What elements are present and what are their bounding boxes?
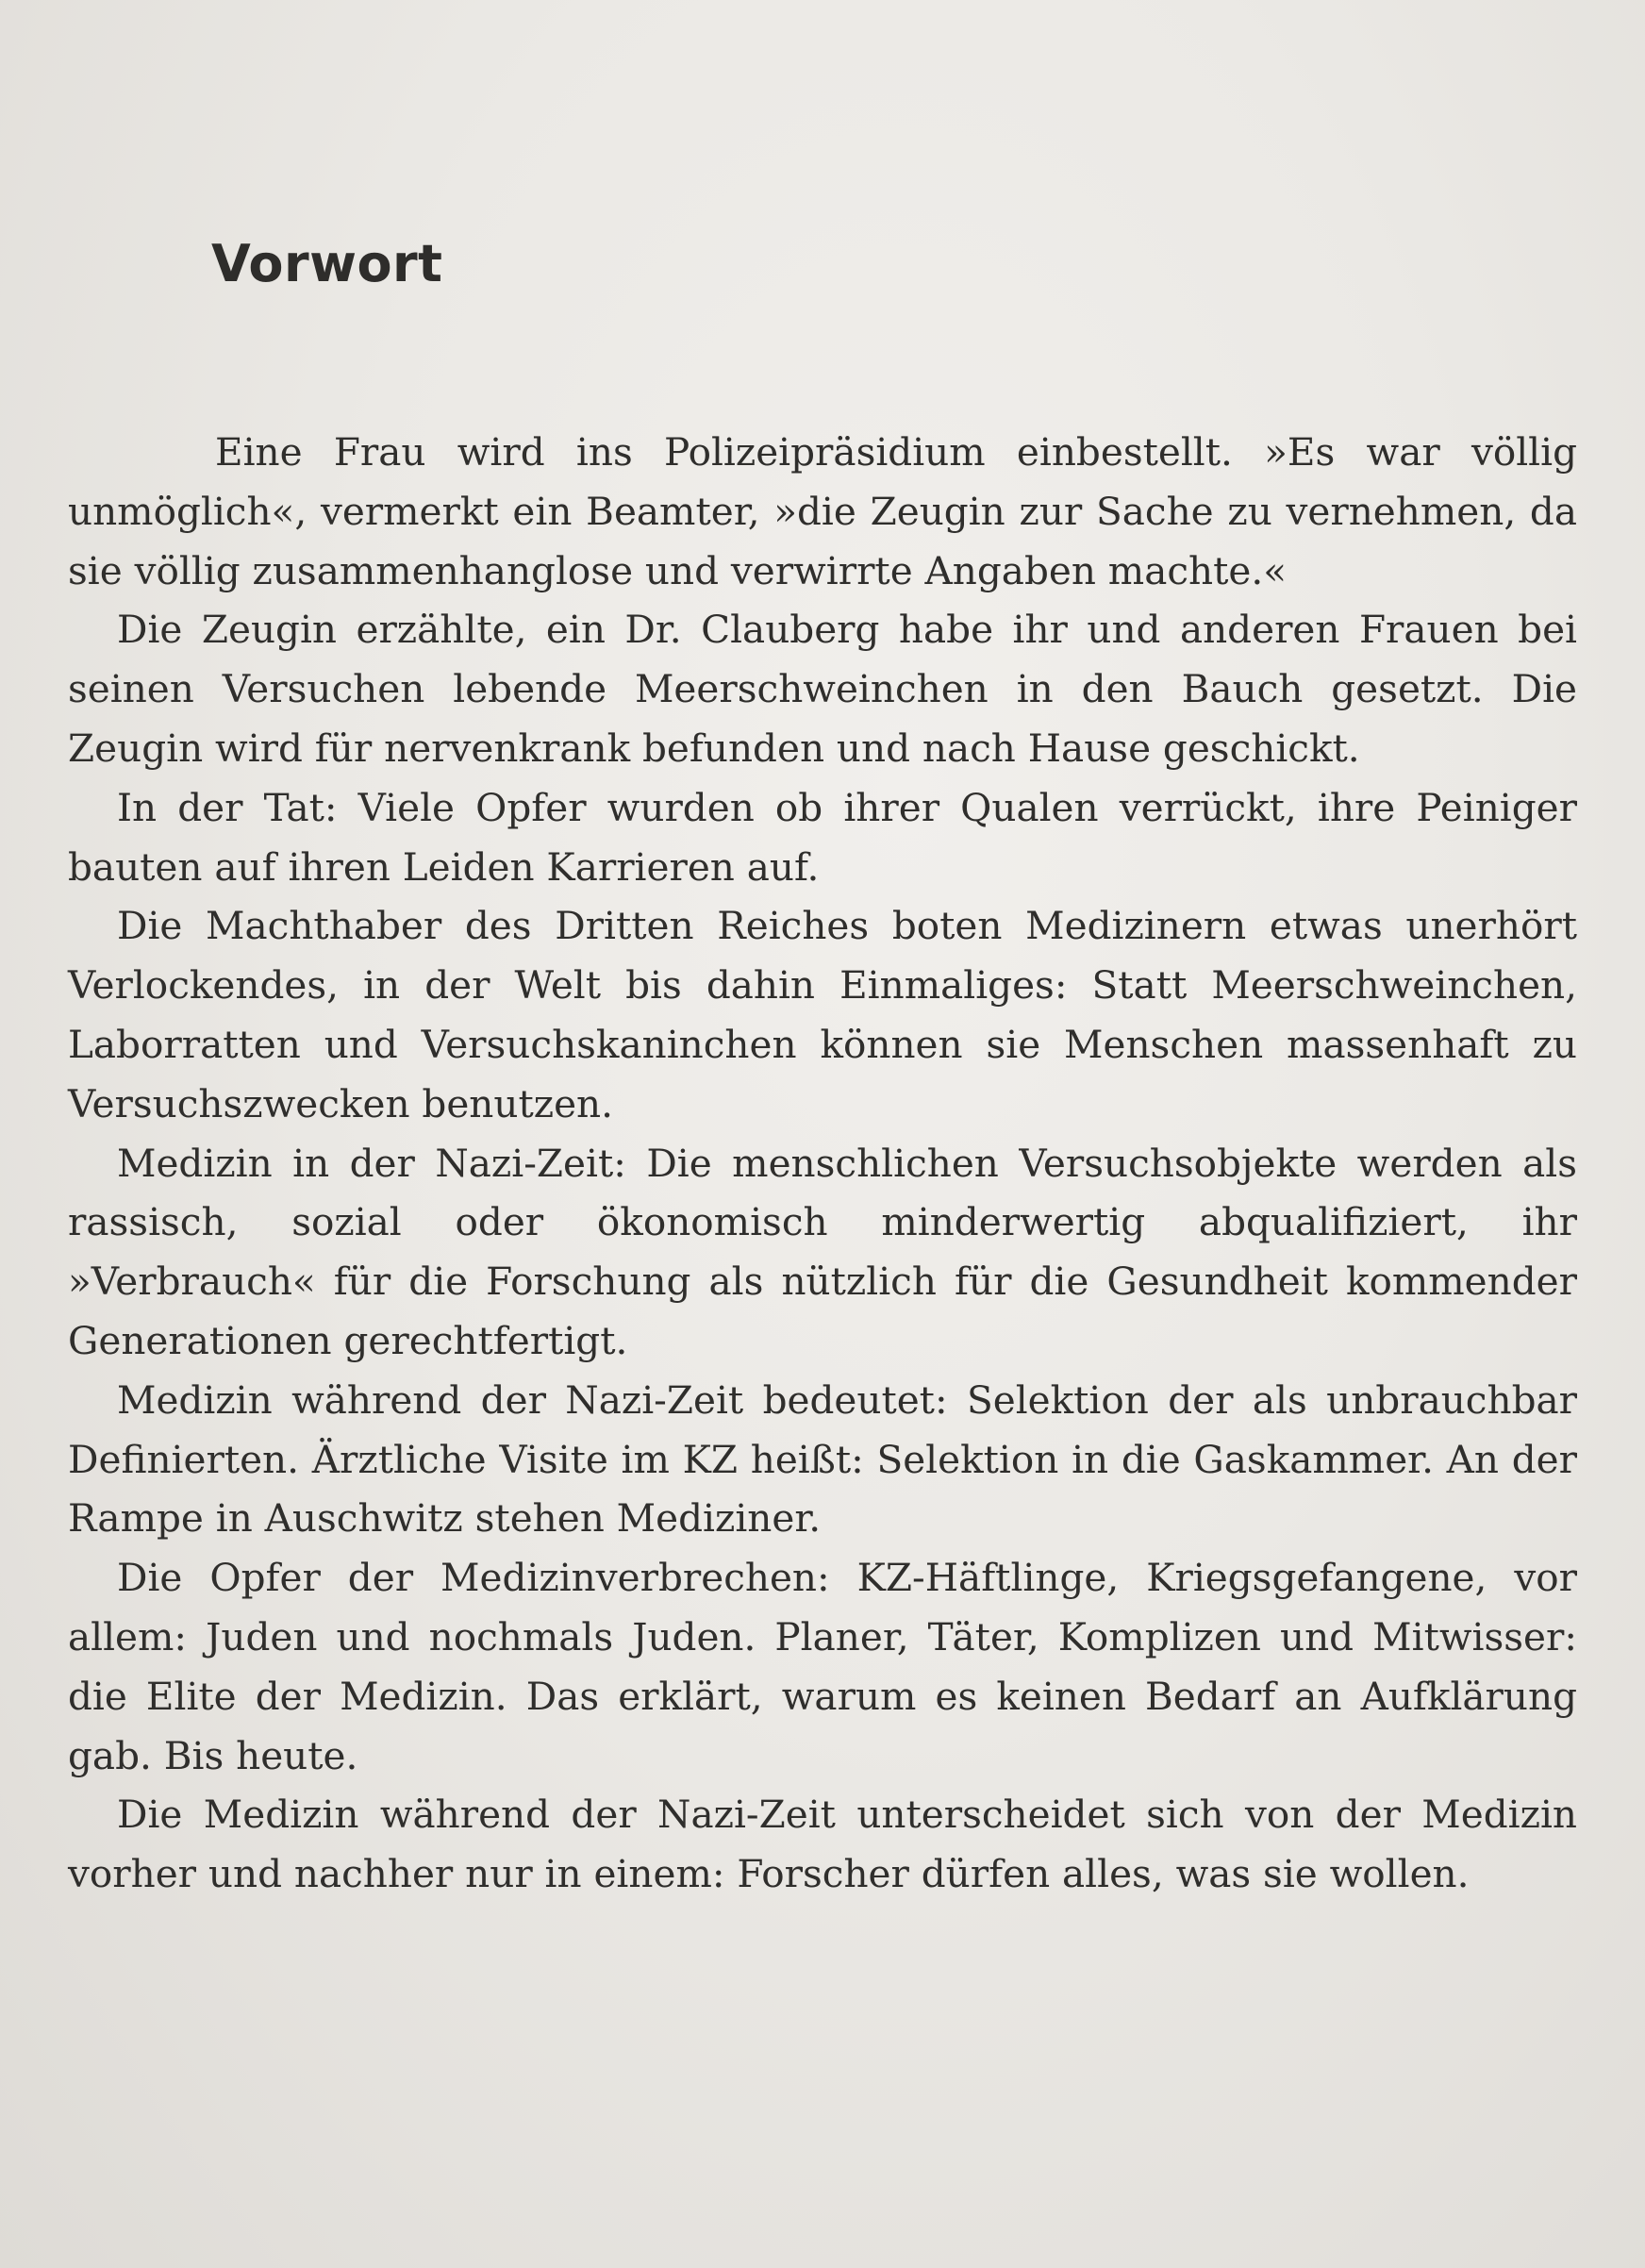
paragraph: In der Tat: Viele Opfer wurden ob ihrer Qualen verrückt, ihre Peiniger bauten auf ihren Leiden Karrieren auf. xyxy=(68,784,1577,890)
paragraph: Die Zeugin erzählte, ein Dr. Clauberg habe ihr und anderen Frauen bei seinen Versuchen lebende Meerschweinchen in den Bauch gesetzt. Die Zeugin wird für nervenkrank befunden und nach Hause geschickt. xyxy=(68,607,1577,771)
paragraph: Medizin in der Nazi-Zeit: Die menschlichen Versuchsobjekte werden als rassisch, sozial oder ökonomisch minderwertig abqualifiziert, ihr »Verbrauch« für die Forschung als nützlich für die Gesundheit kommender Generationen gerechtfertigt. xyxy=(68,1140,1577,1363)
paragraph: Medizin während der Nazi-Zeit bedeutet: Selektion der als unbrauchbar Definierten. Ärztliche Visite im KZ heißt: Selektion in die Gaskammer. An der Rampe in Auschwitz stehen Mediziner. xyxy=(68,1376,1577,1542)
paragraph: Eine Frau wird ins Polizeipräsidium einbestellt. »Es war völlig unmöglich«, vermerkt ein Beamter, »die Zeugin zur Sache zu vernehmen, da sie völlig zusammenhanglose und verwirrte Angaben machte.« xyxy=(68,429,1577,593)
paragraph: Die Machthaber des Dritten Reiches boten Medizinern etwas unerhört Verlockendes, in der Welt bis dahin Einmaliges: Statt Meerschweinchen, Laborratten und Versuchskaninchen können sie Menschen massenhaft zu Versuchszwecken benutzen. xyxy=(68,903,1577,1126)
foreword-text xyxy=(68,423,1577,1904)
paragraph: Die Medizin während der Nazi-Zeit unterscheidet sich von der Medizin vorher und nachher nur in einem: Forscher dürfen alles, was sie wollen. xyxy=(68,1792,1577,1897)
paragraph: Die Opfer der Medizinverbrechen: KZ-Häftlinge, Kriegsgefangene, vor allem: Juden und nochmals Juden. Planer, Täter, Komplizen und Mitwisser: die Elite der Medizin. Das erklärt, warum es keinen Bedarf an Aufklärung gab. Bis heute. xyxy=(68,1555,1577,1778)
page-title: Vorwort xyxy=(211,234,443,293)
